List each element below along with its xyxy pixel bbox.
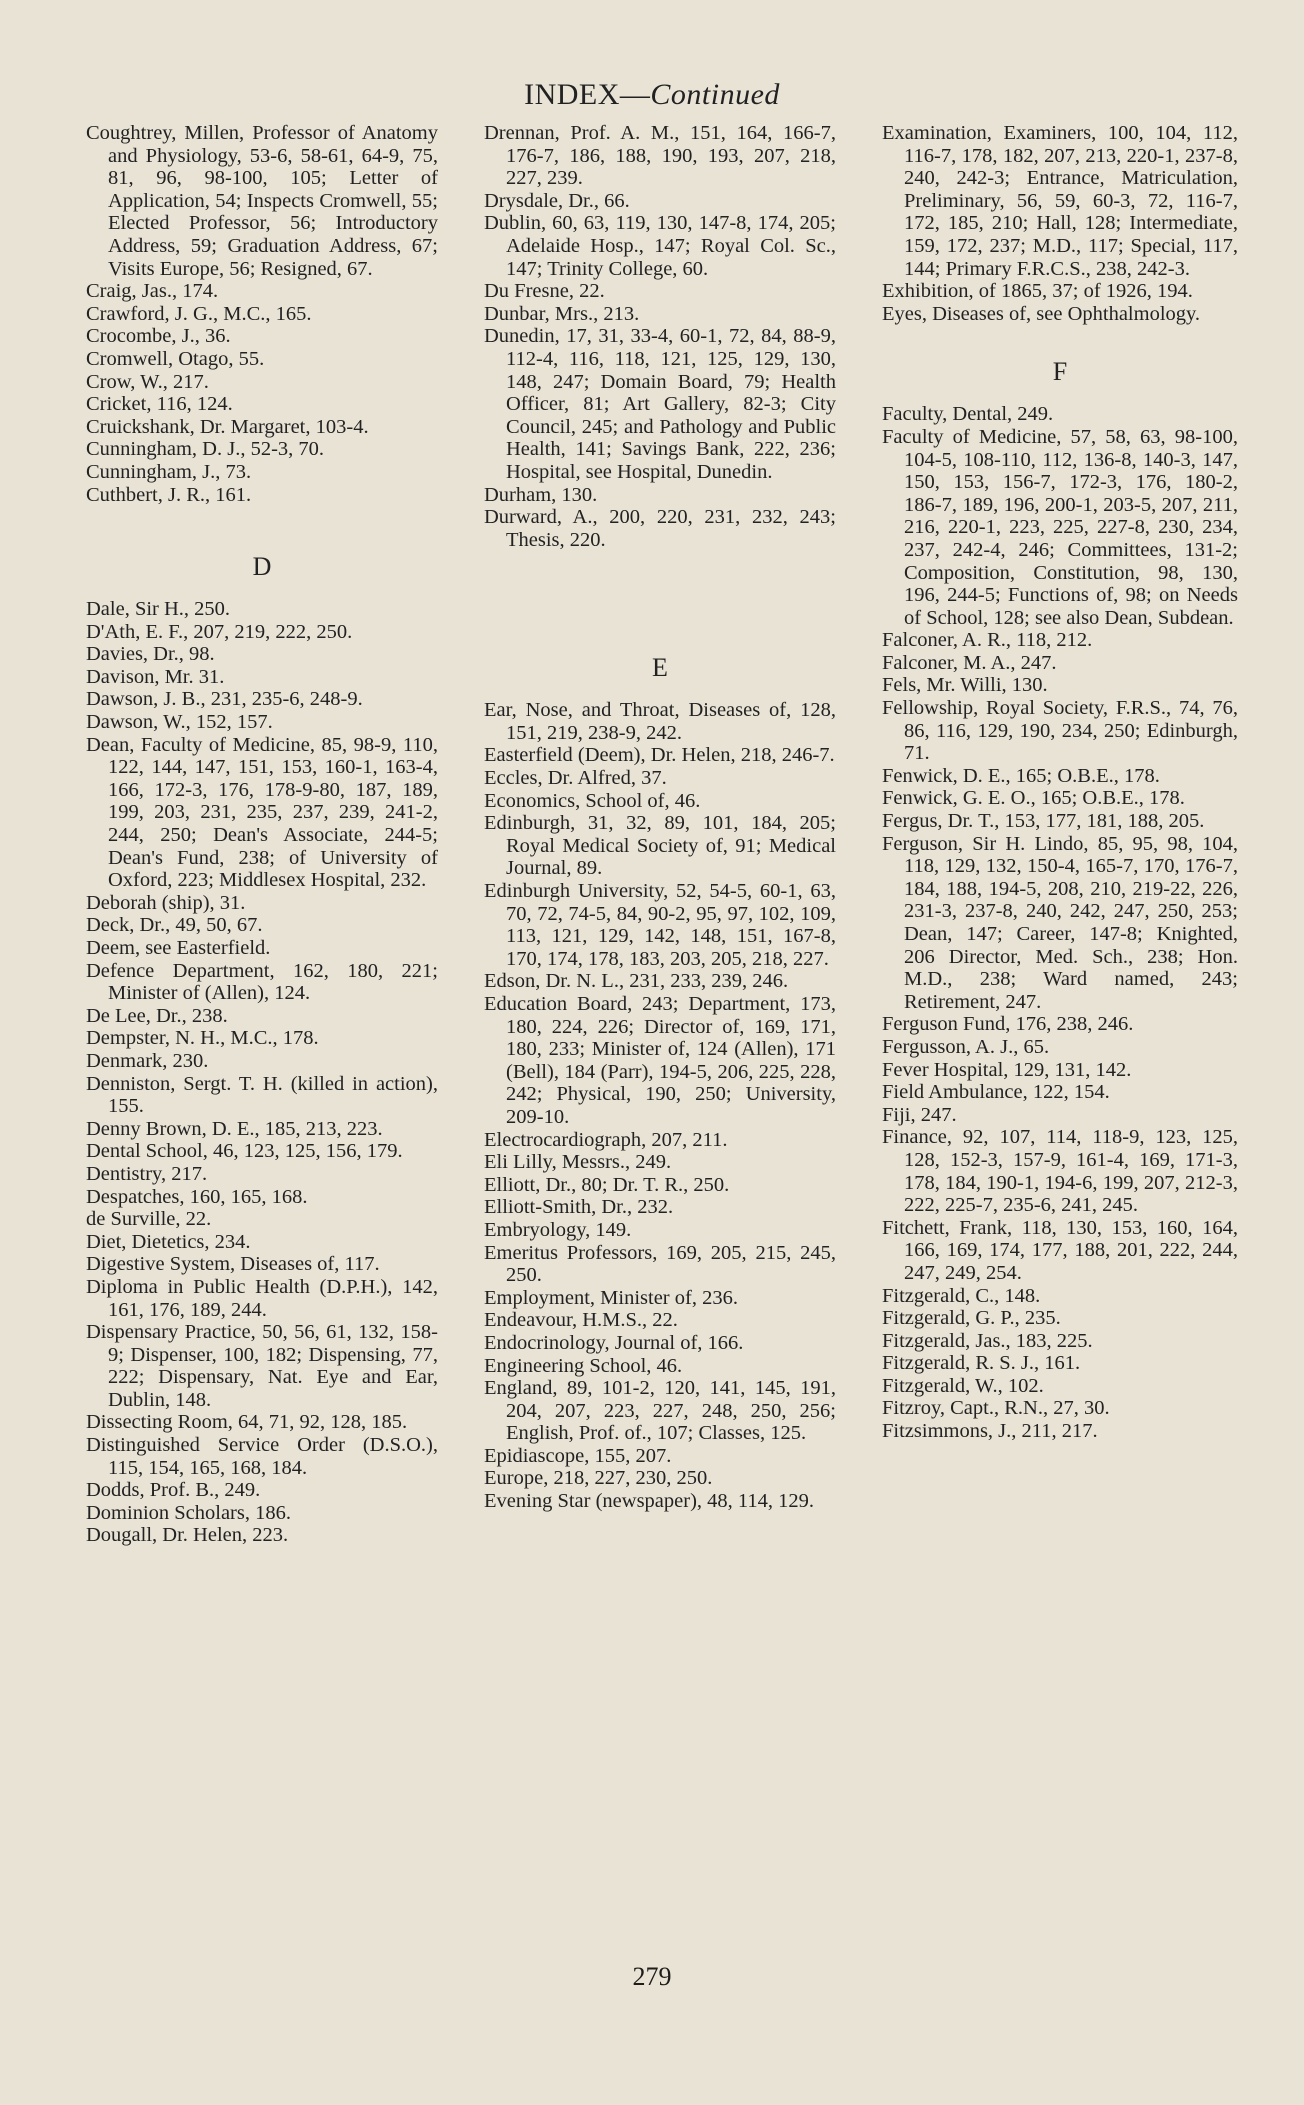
index-entry: Davison, Mr. 31.	[86, 665, 225, 688]
index-entry: Dental School, 46, 123, 125, 156, 179.	[86, 1140, 403, 1163]
section-letter-f: F	[1052, 357, 1068, 387]
index-column-1	[86, 122, 438, 1547]
index-entry: Faculty, Dental, 249.	[882, 403, 1054, 426]
index-entry: Dispensary Practice, 50, 56, 61, 132, 158-9; Dispenser, 100, 182; Dispensing, 77, 222; Dispensary, Nat. Eye and Ear, Dublin, 148.	[86, 1321, 438, 1411]
index-entry: Fergusson, A. J., 65.	[882, 1035, 1050, 1058]
index-entry: Economics, School of, 46.	[484, 789, 701, 812]
index-entry: Exhibition, of 1865, 37; of 1926, 194.	[882, 280, 1193, 303]
index-entry: Field Ambulance, 122, 154.	[882, 1081, 1110, 1104]
index-entry: Edinburgh, 31, 32, 89, 101, 184, 205; Royal Medical Society of, 91; Medical Journal, 89.	[484, 812, 836, 880]
index-entry: Digestive System, Diseases of, 117.	[86, 1253, 380, 1276]
index-entry: Crawford, J. G., M.C., 165.	[86, 302, 312, 325]
index-entry: Fenwick, D. E., 165; O.B.E., 178.	[882, 764, 1160, 787]
index-entry: Durward, A., 200, 220, 231, 232, 243; Thesis, 220.	[484, 506, 836, 551]
index-entry: Eyes, Diseases of, see Ophthalmology.	[882, 302, 1201, 325]
index-entry: Edinburgh University, 52, 54-5, 60-1, 63, 70, 72, 74-5, 84, 90-2, 95, 97, 102, 109, 113, 121, 129, 142, 148, 151, 167-8, 170, 174, 178, 183, 203, 205, 218, 227.	[484, 880, 836, 970]
index-entry: Dougall, Dr. Helen, 223.	[86, 1524, 289, 1547]
index-entry: Fitzgerald, Jas., 183, 225.	[882, 1329, 1093, 1352]
index-entry: Falconer, M. A., 247.	[882, 651, 1057, 674]
index-entry: Endeavour, H.M.S., 22.	[484, 1309, 678, 1332]
index-entry: Edson, Dr. N. L., 231, 233, 239, 246.	[484, 970, 789, 993]
index-entry: Coughtrey, Millen, Professor of Anatomy and Physiology, 53-6, 58-61, 64-9, 75, 81, 96, 98-100, 105; Letter of Application, 54; Inspects Cromwell, 55; Elected Professor, 56; Introductory Address, 59; Graduation Address, 67; Visits Europe, 56; Resigned, 67.	[86, 122, 438, 280]
index-entry: Durham, 130.	[484, 483, 598, 506]
index-entry: Denny Brown, D. E., 185, 213, 223.	[86, 1117, 383, 1140]
index-entry: Fels, Mr. Willi, 130.	[882, 674, 1048, 697]
index-entry: Davies, Dr., 98.	[86, 643, 215, 666]
entries-d-continued	[484, 122, 836, 551]
index-entry: Dale, Sir H., 250.	[86, 598, 231, 621]
index-entry: Dentistry, 217.	[86, 1162, 208, 1185]
index-entry: Diet, Dietetics, 234.	[86, 1230, 251, 1253]
index-entry: Emeritus Professors, 169, 205, 215, 245, 250.	[484, 1241, 836, 1287]
index-entry: Fever Hospital, 129, 131, 142.	[882, 1058, 1132, 1081]
index-entry: Dean, Faculty of Medicine, 85, 98-9, 110, 122, 144, 147, 151, 153, 160-1, 163-4, 166, 172-3, 176, 178-9-80, 187, 189, 199, 203, 231, 235, 237, 239, 241-2, 244, 250; Dean's Associate, 244-5; Dean's Fund, 238; of University of Oxford, 223; Middlesex Hospital, 232.	[86, 733, 438, 892]
index-column-3	[882, 122, 1238, 1443]
index-entry: Craig, Jas., 174.	[86, 280, 219, 303]
index-entry: Fitzgerald, W., 102.	[882, 1374, 1044, 1397]
header-title: INDEX—	[524, 78, 651, 111]
index-entry: Cunningham, D. J., 52-3, 70.	[86, 438, 325, 461]
index-entry: Dominion Scholars, 186.	[86, 1501, 291, 1524]
index-entry: Dodds, Prof. B., 249.	[86, 1479, 261, 1502]
header-continued: Continued	[650, 78, 780, 111]
index-entry: Denmark, 230.	[86, 1049, 209, 1072]
entries-f	[882, 403, 1238, 1442]
index-entry: Fellowship, Royal Society, F.R.S., 74, 76, 86, 116, 129, 190, 234, 250; Edinburgh, 71.	[882, 697, 1238, 765]
index-entry: Electrocardiograph, 207, 211.	[484, 1128, 728, 1151]
index-entry: Crow, W., 217.	[86, 370, 209, 393]
index-entry: Employment, Minister of, 236.	[484, 1286, 738, 1309]
index-entry: Embryology, 149.	[484, 1218, 632, 1241]
index-entry: Crocombe, J., 36.	[86, 325, 231, 348]
index-entry: Fitchett, Frank, 118, 130, 153, 160, 164, 166, 169, 174, 177, 188, 201, 222, 244, 247, 249, 254.	[882, 1216, 1238, 1284]
index-entry: Ferguson Fund, 176, 238, 246.	[882, 1013, 1134, 1036]
index-entry: Deem, see Easterfield.	[86, 937, 271, 959]
index-entry: Denniston, Sergt. T. H. (killed in action), 155.	[86, 1072, 438, 1118]
index-entry: Epidiascope, 155, 207.	[484, 1444, 672, 1467]
section-letter-d: D	[252, 552, 272, 582]
index-entry: Fitzroy, Capt., R.N., 27, 30.	[882, 1397, 1110, 1420]
index-entry: Dempster, N. H., M.C., 178.	[86, 1027, 319, 1050]
index-entry: Fenwick, G. E. O., 165; O.B.E., 178.	[882, 787, 1185, 810]
index-entry: Education Board, 243; Department, 173, 180, 224, 226; Director of, 169, 171, 180, 233; Minister of, 124 (Allen), 171 (Bell), 184 (Parr), 194-5, 206, 225, 228, 242; Physical, 190, 250; University, 209-10.	[484, 993, 836, 1128]
index-entry: Endocrinology, Journal of, 166.	[484, 1331, 744, 1354]
index-entry: Fitzgerald, G. P., 235.	[882, 1307, 1061, 1330]
entries-c-continued	[86, 122, 438, 506]
index-entry: Du Fresne, 22.	[484, 280, 605, 303]
section-letter-e: E	[652, 653, 668, 683]
index-entry: Eli Lilly, Messrs., 249.	[484, 1151, 672, 1174]
entries-e	[484, 699, 836, 1512]
index-entry: Europe, 218, 227, 230, 250.	[484, 1467, 713, 1490]
index-entry: Dawson, J. B., 231, 235-6, 248-9.	[86, 688, 363, 711]
index-entry: De Lee, Dr., 238.	[86, 1004, 228, 1027]
index-entry: Fitzsimmons, J., 211, 217.	[882, 1420, 1098, 1443]
index-entry: Fiji, 247.	[882, 1103, 957, 1126]
index-entry: Elliott, Dr., 80; Dr. T. R., 250.	[484, 1173, 730, 1196]
index-entry: Dawson, W., 152, 157.	[86, 711, 273, 734]
index-entry: Examination, Examiners, 100, 104, 112, 116-7, 178, 182, 207, 213, 220-1, 237-8, 240, 242-3; Entrance, Matriculation, Preliminary, 56, 59, 60-3, 72, 116-7, 172, 185, 210; Hall, 128; Intermediate, 159, 172, 237; M.D., 117; Special, 117, 144; Primary F.R.C.S., 238, 242-3.	[882, 122, 1238, 280]
page-header	[0, 78, 1304, 112]
index-entry: Engineering School, 46.	[484, 1354, 683, 1377]
index-entry: Faculty of Medicine, 57, 58, 63, 98-100, 104-5, 108-110, 112, 136-8, 140-3, 147, 150, 153, 156-7, 172-3, 176, 180-2, 186-7, 189, 196, 200-1, 203-5, 207, 211, 216, 220-1, 223, 225, 227-8, 230, 234, 237, 242-4, 246; Committees, 131-2; Composition, Constitution, 98, 130, 196, 244-5; Functions of, 98; on Needs of School, 128; see also Dean, Subdean.	[882, 425, 1238, 629]
index-entry: Deck, Dr., 49, 50, 67.	[86, 914, 263, 937]
index-entry: Finance, 92, 107, 114, 118-9, 123, 125, 128, 152-3, 157-9, 161-4, 169, 171-3, 178, 184, 190-1, 194-6, 199, 207, 212-3, 222, 225-7, 235-6, 241, 245.	[882, 1126, 1238, 1217]
index-entry: Dunedin, 17, 31, 33-4, 60-1, 72, 84, 88-9, 112-4, 116, 118, 121, 125, 129, 130, 148, 247; Domain Board, 79; Health Officer, 81; Art Gallery, 82-3; City Council, 245; and Pathology and Public Health, 141; Savings Bank, 222, 236; Hospital, see Hospital, Dunedin.	[484, 325, 836, 483]
entries-d	[86, 598, 438, 1547]
index-entry: Fitzgerald, C., 148.	[882, 1284, 1041, 1307]
index-entry: Elliott-Smith, Dr., 232.	[484, 1196, 674, 1219]
index-entry: Defence Department, 162, 180, 221; Minister of (Allen), 124.	[86, 959, 438, 1005]
page-number: 279	[632, 1962, 672, 1991]
index-entry: Dublin, 60, 63, 119, 130, 147-8, 174, 205; Adelaide Hosp., 147; Royal Col. Sc., 147; Trinity College, 60.	[484, 212, 836, 280]
index-column-2	[484, 122, 836, 1513]
index-entry: Cricket, 116, 124.	[86, 393, 233, 416]
index-entry: Fergus, Dr. T., 153, 177, 181, 188, 205.	[882, 810, 1205, 833]
index-entry: D'Ath, E. F., 207, 219, 222, 250.	[86, 620, 353, 643]
index-entry: Cunningham, J., 73.	[86, 460, 252, 483]
index-entry: Diploma in Public Health (D.P.H.), 142, 161, 176, 189, 244.	[86, 1275, 438, 1321]
index-entry: Despatches, 160, 165, 168.	[86, 1185, 308, 1208]
index-entry: Dissecting Room, 64, 71, 92, 128, 185.	[86, 1411, 408, 1434]
index-entry: Fitzgerald, R. S. J., 161.	[882, 1352, 1081, 1375]
index-entry: Ear, Nose, and Throat, Diseases of, 128, 151, 219, 238-9, 242.	[484, 699, 836, 744]
index-entry: Cromwell, Otago, 55.	[86, 347, 265, 370]
index-entry: Drysdale, Dr., 66.	[484, 189, 630, 212]
index-entry: Eccles, Dr. Alfred, 37.	[484, 767, 667, 790]
index-entry: Easterfield (Deem), Dr. Helen, 218, 246-7.	[484, 744, 835, 767]
entries-e-continued	[882, 122, 1238, 325]
index-entry: Dunbar, Mrs., 213.	[484, 302, 640, 325]
index-entry: de Surville, 22.	[86, 1208, 212, 1231]
index-entry: Cruickshank, Dr. Margaret, 103-4.	[86, 415, 369, 438]
index-entry: Evening Star (newspaper), 48, 114, 129.	[484, 1490, 815, 1513]
index-entry: Falconer, A. R., 118, 212.	[882, 629, 1093, 652]
index-entry: Ferguson, Sir H. Lindo, 85, 95, 98, 104, 118, 129, 132, 150-4, 165-7, 170, 176-7, 184, 188, 194-5, 208, 210, 219-22, 226, 231-3, 237-8, 240, 242, 247, 250, 253; Dean, 147; Career, 147-8; Knighted, 206 Director, Med. Sch., 238; Hon. M.D., 238; Ward named, 243; Retirement, 247.	[882, 832, 1238, 1013]
index-entry: Cuthbert, J. R., 161.	[86, 483, 252, 506]
index-entry: Distinguished Service Order (D.S.O.), 115, 154, 165, 168, 184.	[86, 1434, 438, 1479]
index-entry: Deborah (ship), 31.	[86, 891, 246, 914]
index-entry: Drennan, Prof. A. M., 151, 164, 166-7, 176-7, 186, 188, 190, 193, 207, 218, 227, 239.	[484, 122, 836, 190]
index-entry: England, 89, 101-2, 120, 141, 145, 191, 204, 207, 223, 227, 248, 250, 256; English, Prof. of., 107; Classes, 125.	[484, 1377, 836, 1445]
